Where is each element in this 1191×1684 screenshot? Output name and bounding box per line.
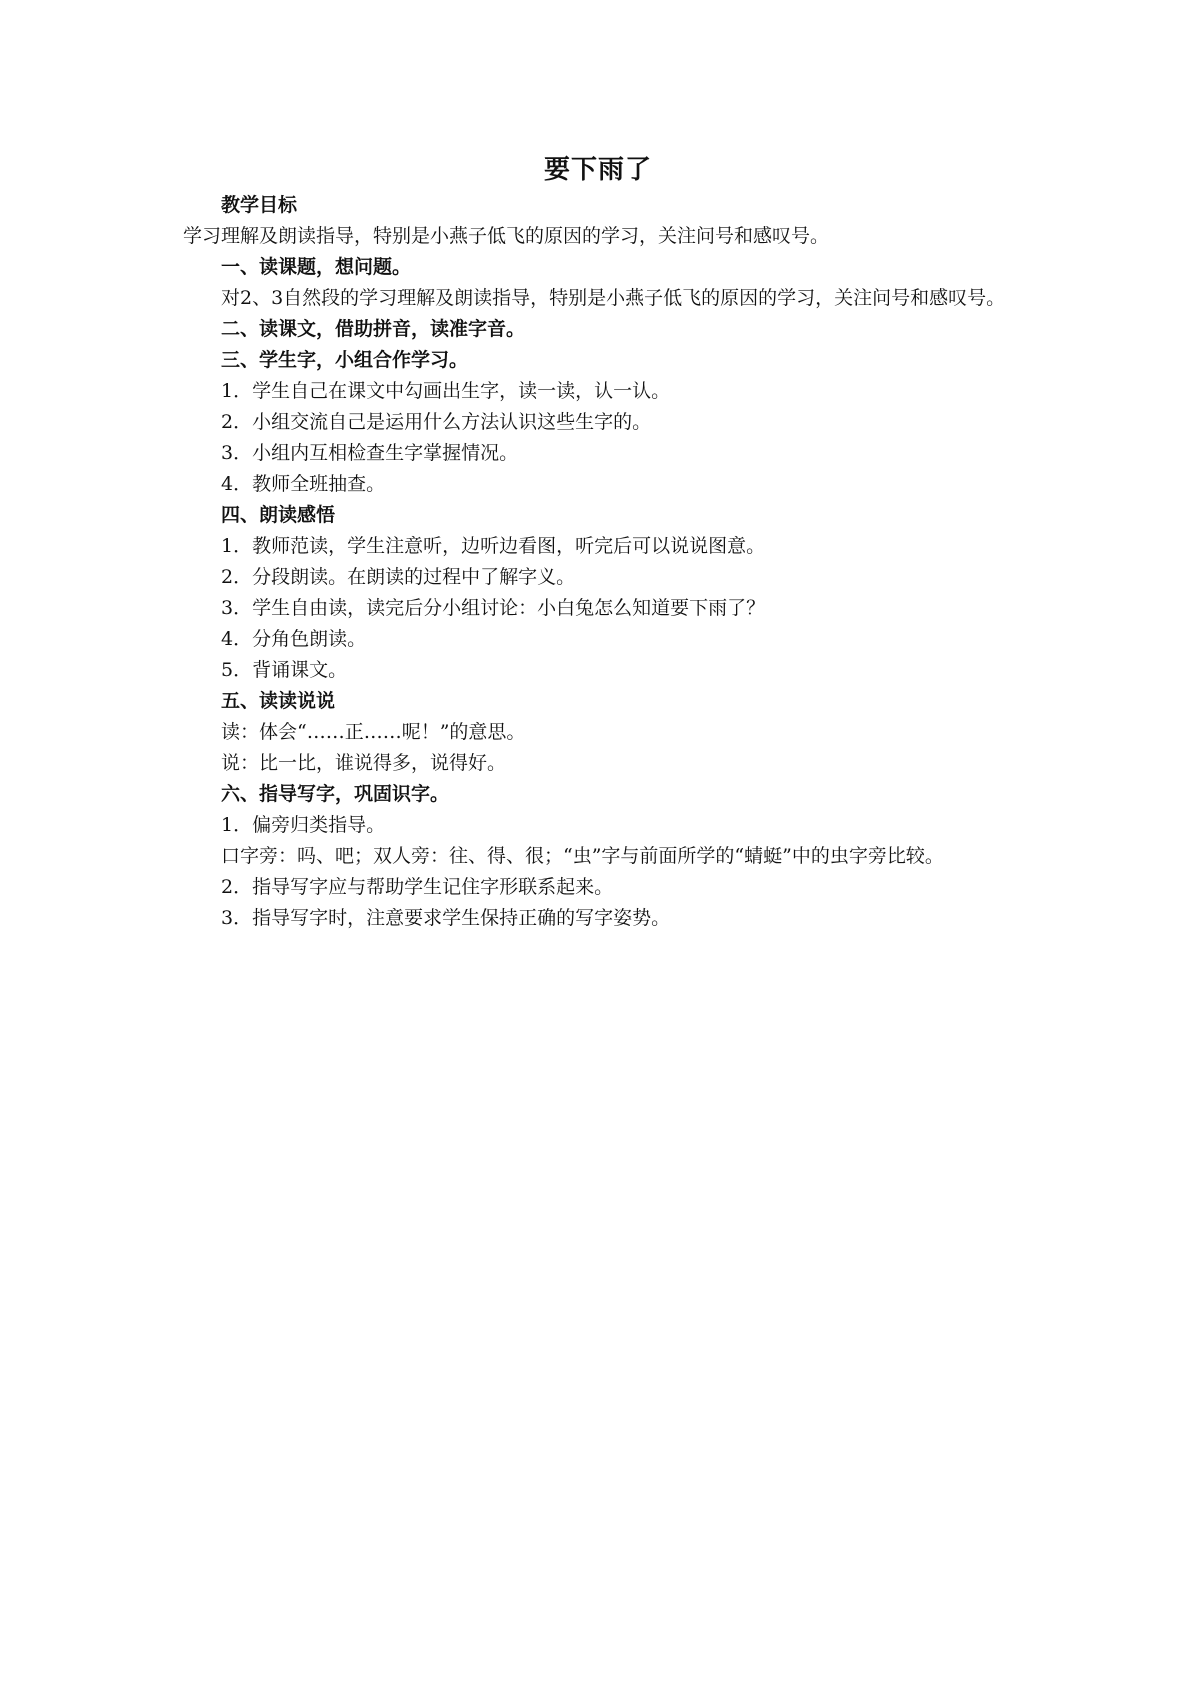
section-4-item-5: 5．背诵课文。 [221,659,348,681]
section-heading-2: 二、读课文，借助拼音，读准字音。 [221,318,526,340]
section-6-item-3: 3．指导写字时，注意要求学生保持正确的写字姿势。 [221,907,671,929]
section-4-item-4: 4．分角色朗读。 [221,628,367,650]
section-4-item-3: 3．学生自由读，读完后分小组讨论：小白兔怎么知道要下雨了？ [221,597,766,619]
document-body [183,150,1013,934]
section-6-paragraph-radicals: 口字旁：吗、吧；双人旁：往、得、很；“虫”字与前面所学的“蜻蜓”中的虫字旁比较。 [221,845,944,867]
section-1-paragraph-1: 对2、3自然段的学习理解及朗读指导，特别是小燕子低飞的原因的学习，关注问号和感叹号。 [221,287,1006,309]
section-3-item-1: 1．学生自己在课文中勾画出生字，读一读，认一认。 [221,380,671,402]
section-4-item-2: 2．分段朗读。在朗读的过程中了解字义。 [221,566,576,588]
section-3-item-3: 3．小组内互相检查生字掌握情况。 [221,442,519,464]
section-5-item-1: 读：体会“……正……呢！”的意思。 [221,721,526,743]
section-3-item-4: 4．教师全班抽查。 [221,473,386,495]
section-4-item-1: 1．教师范读，学生注意听，边听边看图，听完后可以说说图意。 [221,535,766,557]
section-heading-5: 五、读读说说 [221,690,336,712]
section-5-item-2: 说：比一比，谁说得多，说得好。 [221,752,507,774]
objectives-heading: 教学目标 [221,194,298,216]
section-heading-6: 六、指导写字，巩固识字。 [221,783,450,805]
objectives-text: 学习理解及朗读指导，特别是小燕子低飞的原因的学习，关注问号和感叹号。 [183,225,830,247]
section-heading-4: 四、朗读感悟 [221,504,336,526]
section-3-item-2: 2．小组交流自己是运用什么方法认识这些生字的。 [221,411,652,433]
section-heading-1: 一、读课题，想问题。 [221,256,412,278]
document-title: 要下雨了 [543,155,652,185]
section-6-item-2: 2．指导写字应与帮助学生记住字形联系起来。 [221,876,614,898]
section-heading-3: 三、学生字，小组合作学习。 [221,349,469,371]
section-6-item-1: 1．偏旁归类指导。 [221,814,386,836]
